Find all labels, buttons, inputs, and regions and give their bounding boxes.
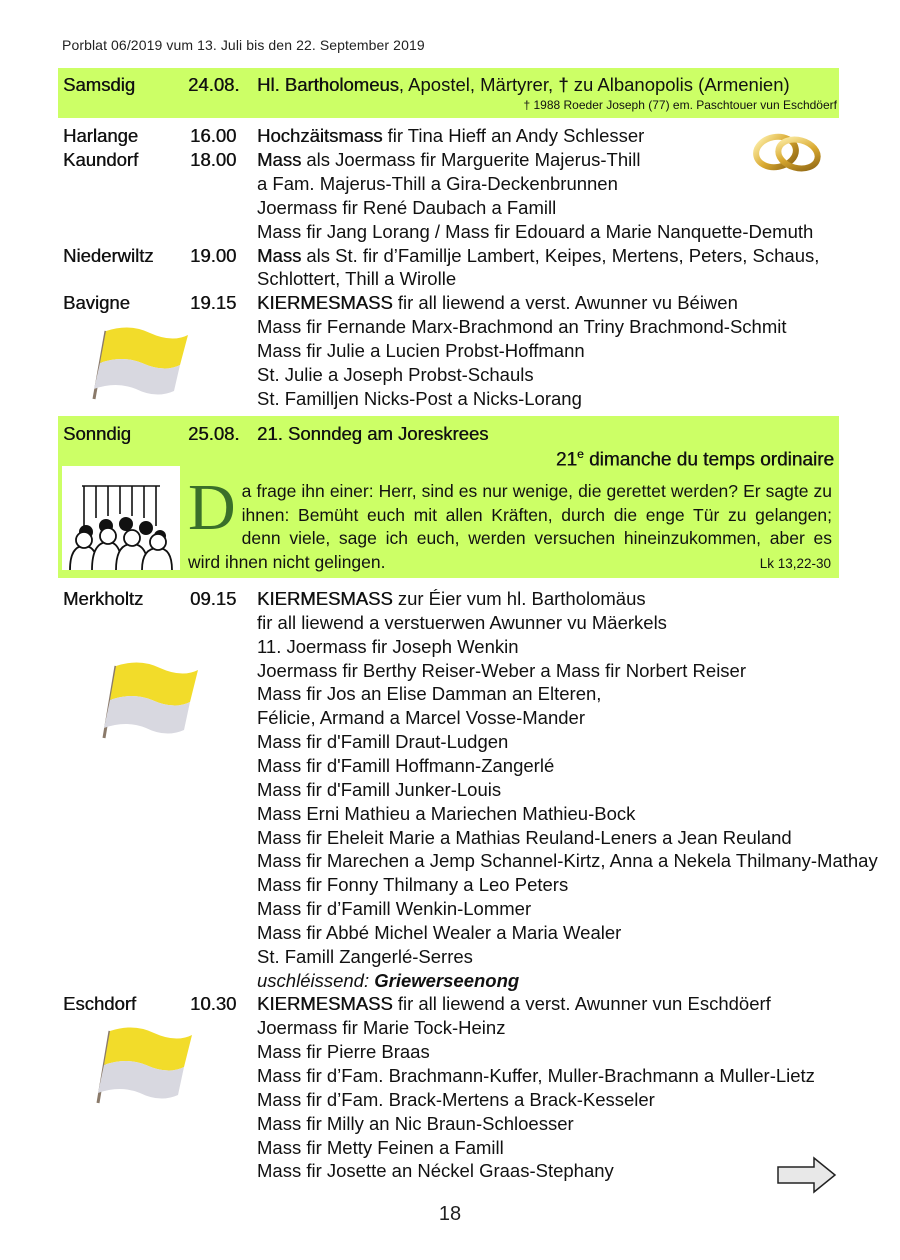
memorial-note: † 1988 Roeder Joseph (77) em. Paschtouer vun Eschdöerf — [523, 98, 837, 112]
mass-type: KIERMESMASS — [257, 588, 393, 609]
intention-text: St. Famill Zangerlé-Serres — [257, 945, 473, 967]
mass-intention — [257, 849, 878, 873]
intention-text: Joermass fir Berthy Reiser-Weber a Mass fir Norbert Reiser — [257, 659, 747, 681]
mass-time: 18.00 — [190, 148, 237, 170]
mass-type: Mass — [257, 244, 302, 266]
papal-flag-icon — [100, 660, 205, 740]
mass-time: 19.00 — [190, 244, 237, 266]
intention-text: Mass fir Pierre Braas — [257, 1041, 430, 1063]
mass-intention — [257, 1112, 574, 1136]
mass-intention — [257, 992, 771, 1016]
saint-title: , Apostel, Märtyrer, — [398, 74, 559, 95]
mass-type: KIERMESMASS — [257, 292, 393, 314]
intention-text: zur Éier vum hl. Bartholomäus — [392, 588, 646, 609]
mass-intention — [257, 1064, 815, 1088]
saint-name: Hl. Bartholomeus — [257, 74, 399, 95]
mass-intention — [257, 148, 640, 172]
schedule-line — [0, 291, 900, 315]
schedule-line — [0, 826, 900, 850]
mass-intention — [257, 363, 534, 387]
wedding-rings-icon — [750, 126, 824, 174]
note-italic: uschléissend: — [257, 969, 375, 991]
intention-text: Félicie, Armand a Marcel Vosse-Mander — [257, 707, 585, 729]
mass-intention — [257, 1040, 430, 1064]
page-header: Porblat 06/2019 vum 13. Juli bis den 22. September 2019 — [62, 37, 425, 53]
french-sup: e — [577, 447, 584, 461]
schedule-line — [0, 587, 900, 611]
mass-intention — [257, 267, 456, 291]
drop-cap: D — [188, 471, 236, 544]
mass-time: 09.15 — [190, 588, 237, 609]
schedule-line — [0, 921, 900, 945]
mass-intention — [257, 291, 738, 315]
note-bold-italic: Griewerseenong — [374, 969, 520, 991]
schedule-line — [0, 873, 900, 897]
schedule-line — [0, 778, 900, 802]
mass-intention — [257, 706, 585, 730]
mass-intention — [257, 1088, 655, 1112]
intention-text: Mass fir Julie a Lucien Probst-Hoffmann — [257, 340, 585, 362]
intention-text: Mass fir Abbé Michel Wealer a Maria Wealer — [257, 921, 622, 943]
schedule-line — [0, 244, 900, 268]
mass-time: 10.30 — [190, 993, 237, 1015]
mass-intention — [257, 754, 554, 778]
mass-intention — [257, 339, 585, 363]
sunday-title: 21. Sonndeg am Joreskrees — [257, 423, 489, 444]
sunday-title-row — [0, 422, 900, 446]
mass-intention — [257, 1016, 505, 1040]
gospel-text: a frage ihn einer: Herr, sind es nur wenige, die gerettet werden? Er sagte zu ihnen: Bemüht euch mit allen Kräften, durch die enge Tür zu gelangen; denn viele, sage ich euch, werden versuchen hineinzukommen, aber es wird ihnen nicht gelingen. — [188, 481, 832, 572]
sunday-date: 25.08. — [188, 423, 240, 444]
intention-text: Mass fir d’Famill Wenkin-Lommer — [257, 898, 532, 920]
french-text: dimanche du temps ordinaire — [583, 449, 834, 471]
mass-intention — [257, 659, 746, 683]
gospel-quote — [188, 471, 832, 574]
mass-intention — [257, 969, 519, 993]
mass-intention — [257, 1136, 504, 1160]
intention-text: Mass fir d'Famill Draut-Ludgen — [257, 731, 509, 753]
mass-intention — [257, 897, 531, 921]
mass-type: Mass — [257, 148, 302, 170]
intention-text: Mass fir Marechen a Jemp Schannel-Kirtz, Anna a Nekela Thilmany-Mathay — [257, 850, 878, 872]
mass-intention — [257, 220, 813, 244]
intention-text: fir all liewend a verst. Awunner vun Eschdöerf — [392, 993, 771, 1015]
mass-intention — [257, 387, 582, 411]
mass-intention — [257, 873, 568, 897]
page-number: 18 — [438, 1203, 462, 1225]
intention-text: fir Tina Hieff an Andy Schlesser — [382, 125, 645, 146]
schedule-line — [0, 992, 900, 1016]
intention-text: Schlottert, Thill a Wirolle — [257, 268, 457, 290]
next-page-arrow-icon[interactable] — [776, 1155, 838, 1195]
schedule-line — [0, 172, 900, 196]
mass-time: 19.15 — [190, 292, 237, 314]
mass-intention — [257, 778, 501, 802]
schedule-line — [0, 849, 900, 873]
saint-place: zu Albanopolis (Armenien) — [568, 74, 790, 95]
intention-text: Mass Erni Mathieu a Mariechen Mathieu-Bock — [257, 802, 636, 824]
place-name: Bavigne — [63, 292, 130, 314]
schedule-line — [0, 969, 900, 993]
mass-intention — [257, 611, 667, 635]
schedule-line — [0, 1159, 900, 1183]
schedule-line — [0, 945, 900, 969]
mass-intention — [257, 315, 787, 339]
intention-text: Mass fir Jang Lorang / Mass fir Edouard a Marie Nanquette-Demuth — [257, 220, 814, 242]
intention-text: Mass fir Metty Feinen a Famill — [257, 1136, 504, 1158]
saturday-day: Samsdig — [63, 74, 135, 95]
papal-flag-icon — [94, 1025, 199, 1105]
intention-text: a Fam. Majerus-Thill a Gira-Deckenbrunnen — [257, 172, 618, 194]
schedule-line — [0, 196, 900, 220]
place-name: Niederwiltz — [63, 244, 154, 266]
saturday-saint — [257, 73, 790, 97]
french-number: 21 — [555, 449, 577, 471]
intention-text: Mass fir d’Fam. Brack-Mertens a Brack-Kesseler — [257, 1088, 655, 1110]
congregation-illustration — [62, 466, 180, 570]
mass-intention — [257, 802, 635, 826]
mass-intention — [257, 124, 644, 148]
schedule-line — [0, 1112, 900, 1136]
intention-text: Mass fir Fonny Thilmany a Leo Peters — [257, 874, 569, 896]
schedule-line — [0, 897, 900, 921]
sunday-day: Sonndig — [63, 423, 131, 444]
mass-intention — [257, 826, 792, 850]
intention-text: Mass fir d'Famill Hoffmann-Zangerlé — [257, 754, 555, 776]
mass-intention — [257, 682, 601, 706]
intention-text: St. Familljen Nicks-Post a Nicks-Lorang — [257, 387, 582, 409]
intention-text: Joermass fir Marie Tock-Heinz — [257, 1017, 506, 1039]
place-name: Eschdorf — [63, 993, 137, 1015]
intention-text: St. Julie a Joseph Probst-Schauls — [257, 364, 534, 385]
place-name: Merkholtz — [63, 588, 144, 609]
schedule-line — [0, 802, 900, 826]
mass-intention — [257, 730, 508, 754]
place-name: Kaundorf — [63, 148, 139, 170]
gospel-reference: Lk 13,22-30 — [759, 556, 831, 571]
mass-type: KIERMESMASS — [257, 993, 393, 1015]
intention-text: als St. fir d’Famillje Lambert, Keipes, Mertens, Peters, Schaus, — [301, 244, 820, 266]
mass-intention — [257, 635, 519, 659]
schedule-line — [0, 635, 900, 659]
papal-flag-icon — [90, 325, 195, 401]
intention-text: Mass fir Fernande Marx-Brachmond an Triny Brachmond-Schmit — [257, 316, 787, 338]
mass-time: 16.00 — [190, 125, 237, 146]
mass-intention — [257, 196, 556, 220]
saturday-title-row — [0, 73, 900, 97]
schedule-line — [0, 611, 900, 635]
saturday-date: 24.08. — [188, 74, 240, 95]
intention-text: Mass fir Eheleit Marie a Mathias Reuland-Leners a Jean Reuland — [257, 826, 792, 848]
place-name: Harlange — [63, 125, 139, 146]
intention-text: Joermass fir René Daubach a Famill — [257, 196, 557, 218]
cross-symbol: † — [558, 74, 569, 95]
intention-text: 11. Joermass fir Joseph Wenkin — [257, 635, 519, 657]
intention-text: Mass fir d’Fam. Brachmann-Kuffer, Muller-Brachmann a Muller-Lietz — [257, 1065, 815, 1086]
sunday-french-title — [556, 447, 834, 471]
mass-intention — [257, 244, 819, 268]
intention-text: Mass fir Milly an Nic Braun-Schloesser — [257, 1112, 574, 1134]
intention-text: Mass fir d'Famill Junker-Louis — [257, 778, 502, 800]
schedule-line — [0, 267, 900, 291]
mass-intention — [257, 172, 618, 196]
mass-intention — [257, 921, 621, 945]
intention-text: fir all liewend a verstuerwen Awunner vu Mäerkels — [257, 611, 667, 633]
mass-intention — [257, 945, 473, 969]
intention-text: Mass fir Jos an Elise Damman an Elteren, — [257, 683, 602, 705]
schedule-line — [0, 220, 900, 244]
mass-intention — [257, 1159, 614, 1183]
schedule-line — [0, 1136, 900, 1160]
intention-text: fir all liewend a verst. Awunner vu Béiwen — [392, 292, 738, 314]
intention-text: als Joermass fir Marguerite Majerus-Thill — [301, 148, 641, 170]
intention-text: Mass fir Josette an Néckel Graas-Stephany — [257, 1160, 614, 1182]
mass-type: Hochzäitsmass — [257, 125, 383, 146]
schedule-line — [0, 754, 900, 778]
mass-intention — [257, 587, 646, 611]
